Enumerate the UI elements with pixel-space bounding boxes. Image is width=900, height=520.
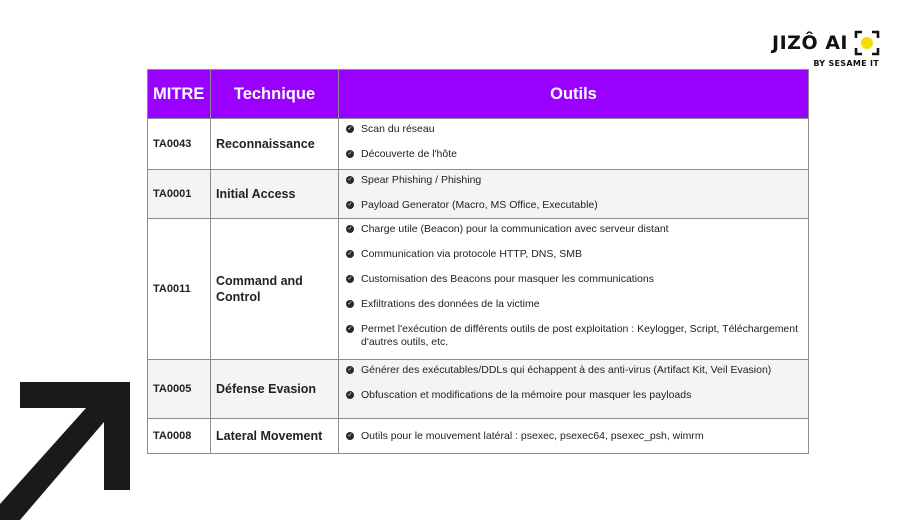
tool-text: Payload Generator (Macro, MS Office, Executable) [361, 199, 598, 211]
tool-text: Customisation des Beacons pour masquer les communications [361, 273, 654, 285]
tools-cell [339, 219, 809, 360]
table-header-row [148, 70, 809, 119]
brand-logo [770, 28, 880, 68]
arrow-up-right-icon [0, 382, 130, 520]
table-row [148, 119, 809, 170]
header-technique: Technique [211, 70, 339, 119]
checkmark-icon: ✓ [347, 432, 353, 439]
header-mitre: MITRE [148, 70, 211, 119]
table-row [148, 360, 809, 419]
list-item [346, 223, 802, 236]
tools-cell [339, 360, 809, 419]
checkmark-icon: ✓ [347, 251, 353, 257]
tool-text: Obfuscation et modifications de la mémoire pour masquer les payloads [361, 389, 692, 401]
checkmark-icon: ✓ [347, 126, 353, 132]
tools-list [346, 174, 802, 212]
tool-text: Communication via protocole HTTP, DNS, SMB [361, 248, 582, 260]
tools-list [346, 430, 802, 443]
tool-text: Scan du réseau [361, 123, 435, 135]
list-item [346, 298, 802, 311]
table-row [148, 219, 809, 360]
technique-name: Initial Access [211, 170, 339, 219]
checkmark-icon: ✓ [347, 367, 353, 373]
logo-byline: BY SESAME IT [813, 59, 879, 68]
tools-list [346, 364, 802, 402]
list-item [346, 364, 802, 377]
list-item [346, 123, 802, 136]
tools-list [346, 223, 802, 349]
checkmark-icon: ✓ [347, 301, 353, 307]
list-item [346, 199, 802, 212]
list-item [346, 174, 802, 187]
checkmark-icon: ✓ [347, 326, 353, 332]
table-row [148, 419, 809, 454]
checkmark-icon: ✓ [347, 202, 353, 208]
mitre-code: TA0005 [148, 360, 211, 419]
tools-cell [339, 119, 809, 170]
list-item [346, 248, 802, 261]
tool-text: Charge utile (Beacon) pour la communication avec serveur distant [361, 223, 669, 235]
tool-text: Spear Phishing / Phishing [361, 174, 482, 186]
logo-wordmark: JIZÔ AI [772, 32, 848, 54]
header-tools: Outils [339, 70, 809, 119]
checkmark-icon: ✓ [347, 392, 353, 398]
tool-text: Permet l'exécution de différents outils de post exploitation : Keylogger, Script, Téléchargement d'autres outils, etc. [361, 323, 799, 348]
tool-text: Générer des exécutables/DDLs qui échappent à des anti-virus (Artifact Kit, Veil Evasion) [361, 364, 772, 376]
checkmark-icon: ✓ [347, 151, 353, 157]
list-item [346, 323, 802, 349]
tools-cell [339, 170, 809, 219]
checkmark-icon: ✓ [347, 177, 353, 183]
table-row [148, 170, 809, 219]
mitre-code: TA0001 [148, 170, 211, 219]
focus-target-icon [854, 30, 880, 56]
tool-text: Exfiltrations des données de la victime [361, 298, 540, 310]
list-item [346, 148, 802, 161]
tool-text: Outils pour le mouvement latéral : psexec, psexec64, psexec_psh, wimrm [361, 429, 704, 442]
mitre-code: TA0008 [148, 419, 211, 454]
list-item [346, 273, 802, 286]
mitre-techniques-table [147, 69, 809, 454]
tools-list [346, 123, 802, 161]
mitre-code: TA0011 [148, 219, 211, 360]
technique-name: Command and Control [211, 219, 339, 360]
mitre-code: TA0043 [148, 119, 211, 170]
technique-name: Lateral Movement [211, 419, 339, 454]
technique-name: Reconnaissance [211, 119, 339, 170]
technique-name: Défense Evasion [211, 360, 339, 419]
mitre-table-container [147, 69, 808, 454]
table-body [148, 119, 809, 454]
list-item [346, 430, 802, 443]
checkmark-icon: ✓ [347, 226, 353, 232]
list-item [346, 389, 802, 402]
tool-text: Découverte de l'hôte [361, 148, 457, 160]
checkmark-icon: ✓ [347, 276, 353, 282]
tools-cell [339, 419, 809, 454]
